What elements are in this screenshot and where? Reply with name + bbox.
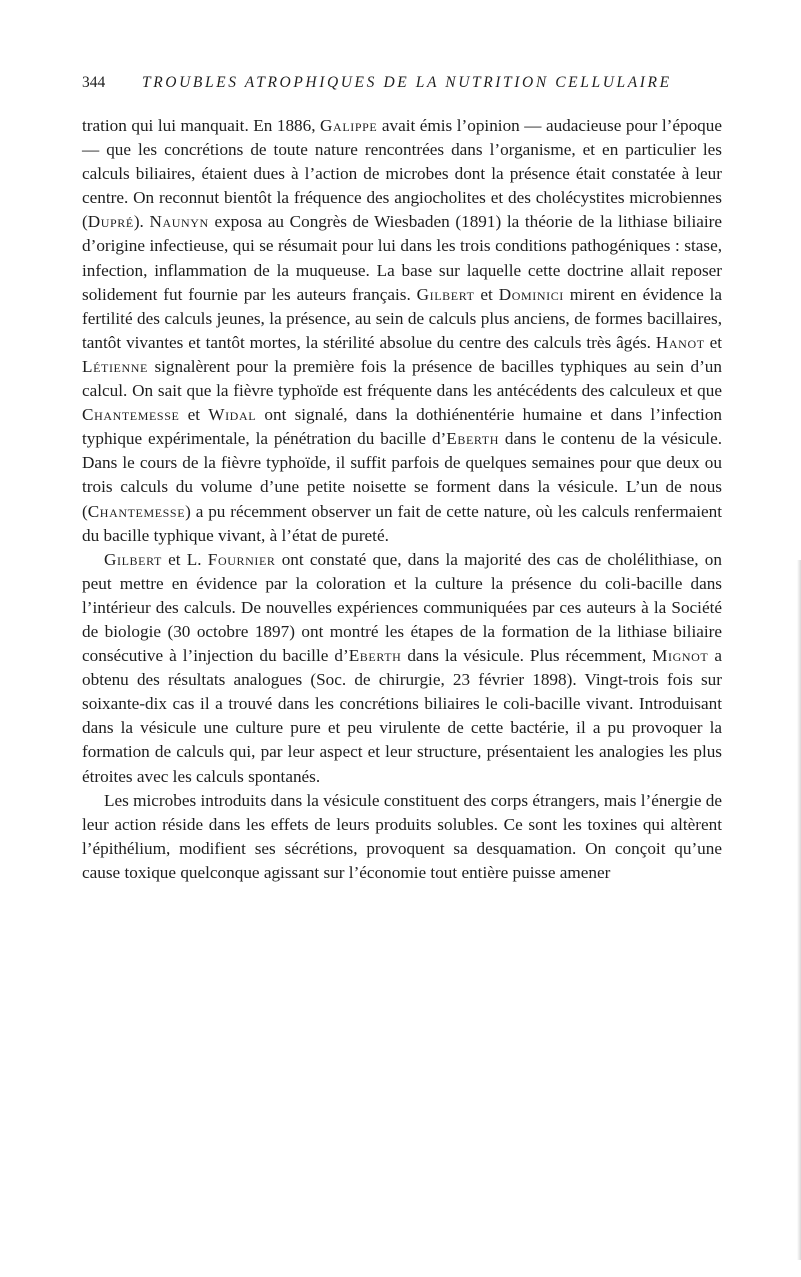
- text-run: et: [474, 284, 499, 304]
- text-run: signalèrent pour la première fois la présence de bacilles typhiques au sein d’un calcul. On sait que la fièvre typhoïde est fréquente dans les antécédents des calculeux et que: [82, 356, 722, 401]
- text-run: et: [179, 405, 209, 425]
- author-name: Mignot: [652, 646, 709, 666]
- author-name: Chantemesse: [82, 405, 180, 425]
- paragraph: [82, 548, 722, 789]
- running-header: [82, 72, 722, 94]
- paragraph: [82, 789, 722, 885]
- text-run: ).: [133, 212, 150, 232]
- author-name: Widal: [208, 405, 257, 425]
- text-run: tration qui lui manquait. En 1886,: [82, 116, 321, 135]
- author-name: Eberth: [446, 429, 499, 449]
- text-run: et: [704, 332, 722, 352]
- author-name: Fournier: [207, 549, 276, 569]
- paragraph: [82, 114, 722, 548]
- author-name: Gilbert: [104, 549, 162, 569]
- running-title: TROUBLES ATROPHIQUES DE LA NUTRITION CELLULAIRE: [142, 74, 672, 91]
- author-name: Naunyn: [149, 212, 209, 232]
- author-name: Hanot: [655, 332, 705, 352]
- page-edge-shadow: [797, 560, 801, 1260]
- text-run: mirent en évidence la fertilité des calculs jeunes, la présence, au sein de calculs plus anciens, de formes bacillaires, tantôt vivantes et tantôt mortes, la stérilité absolue du centre des calculs très âgés.: [82, 284, 722, 352]
- text-run: dans la vésicule. Plus récemment,: [401, 646, 653, 666]
- author-name: Eberth: [348, 646, 402, 666]
- text-run: ) a pu récemment observer un fait de cette nature, où les calculs renfermaient du bacille typhique vivant, à l’état de pureté.: [82, 501, 722, 545]
- author-name: Létienne: [82, 356, 148, 376]
- text-run: Les microbes introduits dans la vésicule constituent des corps étrangers, mais l’énergie de leur action réside dans les effets de leurs produits solubles. Ce sont les toxines qui altèrent l’épithélium, modifient ses sécrétions, provoquent sa desquamation. On conçoit qu’une cause toxique quelconque agissant sur l’économie tout entière puisse amener: [82, 790, 722, 882]
- author-name: Galippe: [320, 116, 378, 135]
- text-run: a obtenu des résultats analogues (Soc. de chirurgie, 23 février 1898). Vingt-trois fois sur soixante-dix cas il a trouvé dans les concrétions biliaires le coli-bacille vivant. Introduisant dans la vésicule une culture pure et peu virulente de cette bactérie, il a pu provoquer la formation de calculs qui, par leur aspect et leur structure, présentaient les analogies les plus étroites avec les calculs spontanés.: [82, 646, 722, 786]
- author-name: Chantemesse: [87, 501, 186, 521]
- body-text: [82, 114, 722, 885]
- text-run: ont signalé, dans la dothiénentérie humaine et dans l’infection typhique expérimentale, la pénétration du bacille d’: [82, 405, 723, 449]
- author-name: Dominici: [498, 284, 564, 304]
- author-name: Gilbert: [416, 284, 475, 304]
- text-run: ont constaté que, dans la majorité des cas de cholélithiase, on peut mettre en évidence par la coloration et la culture la présence du coli-bacille dans l’intérieur des calculs. De nouvelles expériences communiquées par ces auteurs à la Société de biologie (30 octobre 1897) ont montré les étapes de la formation de la lithiase biliaire consécutive à l’injection du bacille d’: [82, 549, 722, 666]
- text-run: dans le contenu de la vésicule. Dans le cours de la fièvre typhoïde, il suffit parfois de quelques semaines pour que deux ou trois calculs du volume d’une petite noisette se forment dans la vésicule. L’un de nous (: [82, 429, 722, 521]
- author-name: Dupré: [87, 212, 134, 232]
- page-number: 344: [82, 74, 106, 91]
- text-run: et L.: [161, 549, 208, 569]
- text-run: avait émis l’opinion — audacieuse pour l’époque — que les concrétions de toute nature rencontrées dans l’organisme, et en particulier les calculs biliaires, étaient dues à l’action de microbes dont la présence était constatée à leur centre. On reconnut bientôt la fréquence des angiocholites et des cholécystites microbiennes (: [82, 116, 722, 232]
- text-run: exposa au Congrès de Wiesbaden (1891) la théorie de la lithiase biliaire d’origine infectieuse, qui se résumait pour lui dans les trois conditions pathogéniques : stase, infection, inflammation de la muqueuse. La base sur laquelle cette doctrine allait reposer solidement fut fournie par les auteurs français.: [82, 212, 722, 304]
